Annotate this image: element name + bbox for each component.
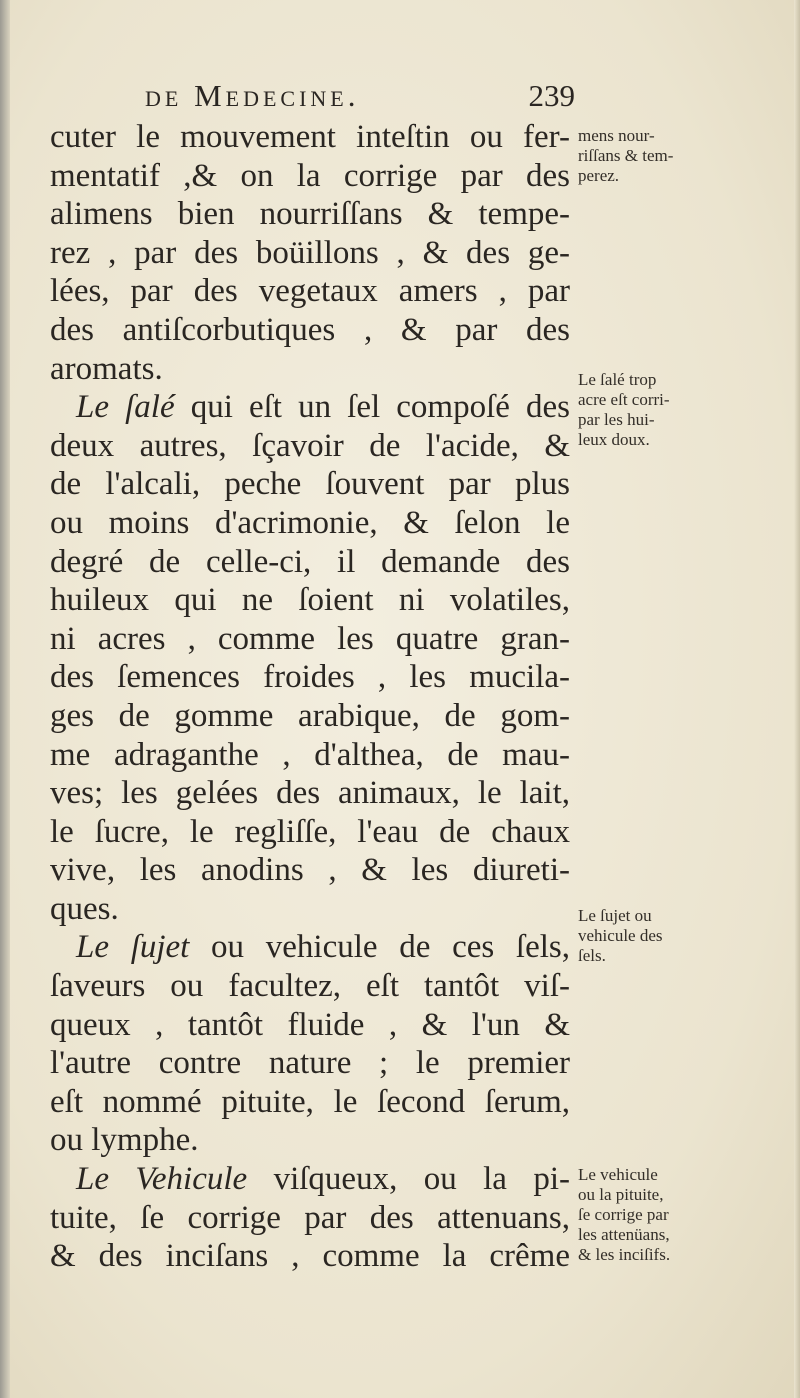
text-line	[50, 1083, 570, 1122]
text-line-content	[50, 620, 570, 659]
text-line	[50, 1199, 570, 1238]
side-note	[578, 126, 732, 186]
side-note-line: Le ſalé trop	[578, 370, 657, 389]
text-line-content	[50, 1044, 570, 1083]
page-right-edge	[794, 0, 800, 1398]
text-line	[50, 195, 570, 234]
text-line-content	[76, 388, 570, 427]
line-text: & des inciſans , comme la crême	[50, 1238, 570, 1275]
text-line-content	[50, 697, 570, 736]
side-note-line: leux doux.	[578, 430, 650, 449]
line-text: ou vehicule de ces ſels,	[189, 929, 570, 966]
side-note-line: ſe corrige par	[578, 1205, 669, 1224]
text-line-content	[50, 774, 570, 813]
text-line	[50, 388, 570, 427]
text-line-content	[50, 157, 570, 196]
text-line-content	[50, 1199, 570, 1238]
text-line-content	[50, 543, 570, 582]
page-header	[145, 76, 575, 120]
side-note-line: perez.	[578, 166, 620, 185]
text-line	[50, 1006, 570, 1045]
side-note-line: ou la pituite,	[578, 1185, 664, 1204]
text-line	[50, 697, 570, 736]
text-line-content	[50, 118, 570, 157]
text-line-content	[50, 311, 570, 350]
italic-term: Le ſujet	[76, 929, 190, 966]
side-note-line: vehicule des	[578, 926, 663, 945]
text-line-content	[50, 1006, 570, 1045]
line-text: de l'alcali, peche ſouvent par plus	[50, 466, 570, 503]
side-note	[578, 370, 732, 450]
text-line-content	[50, 967, 570, 1006]
line-text: des ſemences froides , les mucila-	[50, 659, 570, 696]
text-line-content	[50, 350, 163, 389]
line-text: ves; les gelées des animaux, le lait,	[50, 775, 570, 812]
text-line-content	[50, 736, 570, 775]
text-line-content	[50, 504, 570, 543]
text-line-content	[50, 234, 570, 273]
line-text: degré de celle-ci, il demande des	[50, 543, 570, 580]
text-line	[50, 465, 570, 504]
text-line	[50, 620, 570, 659]
line-text: vive, les anodins , & les diureti-	[50, 852, 570, 889]
text-line	[50, 311, 570, 350]
text-line	[50, 1160, 570, 1199]
line-text: ges de gomme arabique, de gom-	[50, 697, 570, 734]
text-line	[50, 890, 570, 929]
text-line	[50, 774, 570, 813]
side-note-line: mens nour-	[578, 126, 655, 145]
line-text: mentatif ,& on la corrige par des	[50, 157, 570, 194]
text-line	[50, 350, 570, 389]
line-text: queux , tantôt fluide , & l'un &	[50, 1006, 570, 1043]
text-line	[50, 1237, 570, 1276]
text-line-content	[50, 1121, 198, 1160]
running-title: de Medecine.	[145, 78, 360, 113]
text-line	[50, 157, 570, 196]
side-note-line: Le vehicule	[578, 1165, 658, 1184]
page-gutter-shadow	[0, 0, 10, 1398]
side-note	[578, 906, 732, 966]
text-line	[50, 1121, 570, 1160]
text-line	[50, 504, 570, 543]
line-text: eſt nommé pituite, le ſecond ſerum,	[50, 1083, 570, 1120]
line-text: ſaveurs ou facultez, eſt tantôt viſ-	[50, 968, 570, 1005]
side-note-line: les attenüans,	[578, 1225, 670, 1244]
side-note	[578, 1165, 732, 1265]
text-line	[50, 813, 570, 852]
line-text: le ſucre, le regliſſe, l'eau de chaux	[50, 813, 570, 850]
text-line	[50, 234, 570, 273]
text-line	[50, 736, 570, 775]
text-line-content	[50, 581, 570, 620]
text-line	[50, 427, 570, 466]
side-note-line: par les hui-	[578, 410, 655, 429]
line-text: alimens bien nourriſſans & tempe-	[50, 196, 570, 233]
text-line-content	[76, 928, 570, 967]
italic-term: Le Vehicule	[76, 1161, 248, 1198]
text-line-content	[50, 851, 570, 890]
text-line	[50, 1044, 570, 1083]
line-text: huileux qui ne ſoient ni volatiles,	[50, 582, 570, 619]
side-note-line: & les inciſifs.	[578, 1245, 671, 1264]
italic-term: Le ſalé	[76, 389, 175, 426]
line-text: ni acres , comme les quatre gran-	[50, 620, 570, 657]
line-text: me adraganthe , d'althea, de mau-	[50, 736, 570, 773]
line-text: deux autres, ſçavoir de l'acide, &	[50, 427, 570, 464]
text-line-content	[50, 813, 570, 852]
line-text: qui eſt un ſel compoſé des	[174, 389, 570, 426]
line-text: cuter le mouvement inteſtin ou fer-	[50, 119, 570, 155]
text-line-content	[50, 658, 570, 697]
line-text: rez , par des boüillons , & des ge-	[50, 234, 570, 271]
text-line	[50, 928, 570, 967]
line-text: ou lymphe.	[50, 1122, 199, 1159]
side-note-line: acre eſt corri-	[578, 390, 670, 409]
side-note-line: ſels.	[578, 946, 606, 965]
line-text: lées, par des vegetaux amers , par	[50, 273, 570, 310]
line-text: ques.	[50, 890, 119, 927]
side-note-line: Le ſujet ou	[578, 906, 652, 925]
line-text: aromats.	[50, 350, 163, 387]
text-line	[50, 967, 570, 1006]
main-text-column	[50, 118, 570, 1276]
line-text: tuite, ſe corrige par des attenuans,	[50, 1199, 570, 1236]
line-text: l'autre contre nature ; le premier	[50, 1045, 570, 1082]
text-line-content	[50, 1083, 570, 1122]
side-note-line: riſſans & tem-	[578, 146, 674, 165]
text-line-content	[50, 1237, 570, 1276]
text-line-content	[50, 465, 570, 504]
line-text: des antiſcorbutiques , & par des	[50, 311, 570, 348]
text-line-content	[50, 890, 119, 929]
line-text: ou moins d'acrimonie, & ſelon le	[50, 504, 570, 541]
text-line	[50, 658, 570, 697]
text-line	[50, 543, 570, 582]
line-text: viſqueux, ou la pi-	[247, 1161, 570, 1198]
text-line	[50, 272, 570, 311]
page-number: 239	[528, 78, 575, 113]
text-line-content	[50, 427, 570, 466]
text-line-content	[50, 272, 570, 311]
text-line-content	[76, 1160, 570, 1199]
text-line	[50, 851, 570, 890]
text-line-content	[50, 195, 570, 234]
text-line	[50, 581, 570, 620]
text-line	[50, 118, 570, 157]
